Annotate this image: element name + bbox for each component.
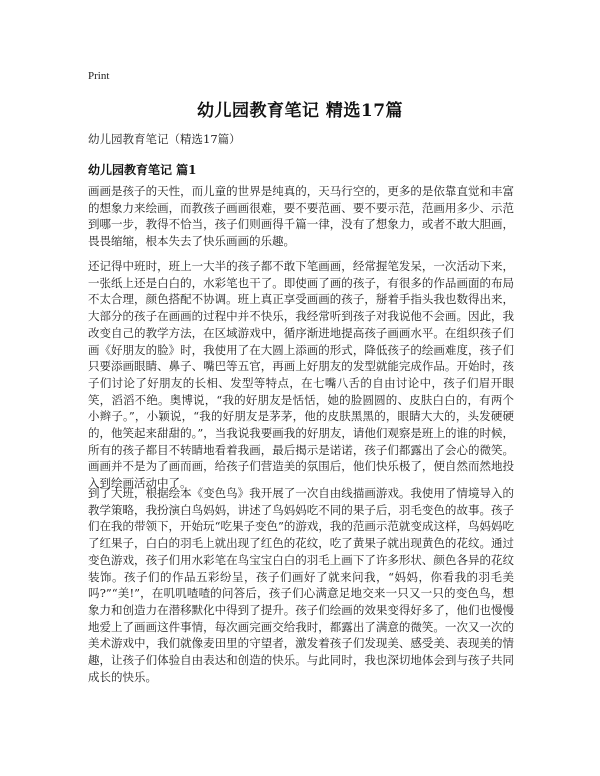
- print-label: Print: [88, 70, 110, 82]
- section-heading: 幼儿园教育笔记 篇1: [88, 163, 197, 177]
- paragraph-1: 画画是孩子的天性，而儿童的世界是纯真的，天马行空的，更多的是依靠直觉和丰富的想象力来绘画，而教孩子画画很难，要不要范画、要不要示范，范画用多少、示范到哪一步，教得不恰当，孩子们则画得千篇一律，没有了想象力，或者不敢大胆画，畏畏缩缩，根本失去了快乐画画的乐趣。: [88, 184, 514, 249]
- paragraph-2: 还记得中班时，班上一大半的孩子都不敢下笔画画，经常握笔发呆，一次活动下来，一张纸上还是白白的，水彩笔也干了。即使画了画的孩子，有很多的作品画面的布局不太合理，颜色搭配不协调。班上真正享受画画的孩子，掰着手指头我也数得出来，大部分的孩子在画画的过程中并不快乐，我经常听到孩子对我说他不会画。因此，我改变自己的教学方法，在区域游戏中，循序渐进地提高孩子画画水平。在组织孩子们画《好朋友的脸》时，我使用了在大圆上添画的形式，降低孩子的绘画难度，孩子们只要添画眼睛、鼻子、嘴巴等五官，再画上好朋友的发型就能完成作品。开始时，孩子们讨论了好朋友的长相、发型等特点，在七嘴八舌的自由讨论中，孩子们眉开眼笑，滔滔不绝。奥博说，“我的好朋友是恬恬，她的脸圆圆的、皮肤白白的，有两个小辫子。”，小颖说，“我的好朋友是茅茅，他的皮肤黑黑的，眼睛大大的，头发硬硬的，他笑起来甜甜的。”，当我说我要画我的好朋友，请他们观察是班上的谁的时候，所有的孩子都目不转睛地看着我画，最后揭示是诺诺，孩子们都露出了会心的微笑。画画并不是为了画而画，给孩子们营造美的氛围后，他们快乐极了，便自然而然地投入到绘画活动中了。: [88, 259, 514, 491]
- document-subtitle: 幼儿园教育笔记（精选17篇）: [88, 132, 241, 146]
- paragraph-3: 到了大班，根据绘本《变色鸟》我开展了一次自由线描画游戏。我使用了情境导入的教学策略，我扮演白鸟妈妈，讲述了鸟妈妈吃不同的果子后，羽毛变色的故事。孩子们在我的带领下，开始玩“吃果子变色”的游戏，我的范画示范就变成这样，鸟妈妈吃了红果子，白白的羽毛上就出现了红色的花纹，吃了黄果子就出现黄色的花纹。通过变色游戏，孩子们用水彩笔在鸟宝宝白白的羽毛上画下了许多形状、颜色各异的花纹装饰。孩子们的作品五彩纷呈，孩子们画好了就来问我，“妈妈，你看我的羽毛美吗?”“美!”，在叽叽喳喳的问答后，孩子们心满意足地交来一只又一只的变色鸟，想象力和创造力在潜移默化中得到了提升。孩子们绘画的效果变得好多了，他们也慢慢地爱上了画画这件事情，每次画完画交给我时，都露出了满意的微笑。一次又一次的美术游戏中，我们就像麦田里的守望者，激发着孩子们发现美、感受美、表现美的情趣，让孩子们体验自由表达和创造的快乐。与此同时，我也深切地体会到与孩子共同成长的快乐。: [88, 486, 514, 684]
- page-title: 幼儿园教育笔记 精选17篇: [196, 101, 404, 121]
